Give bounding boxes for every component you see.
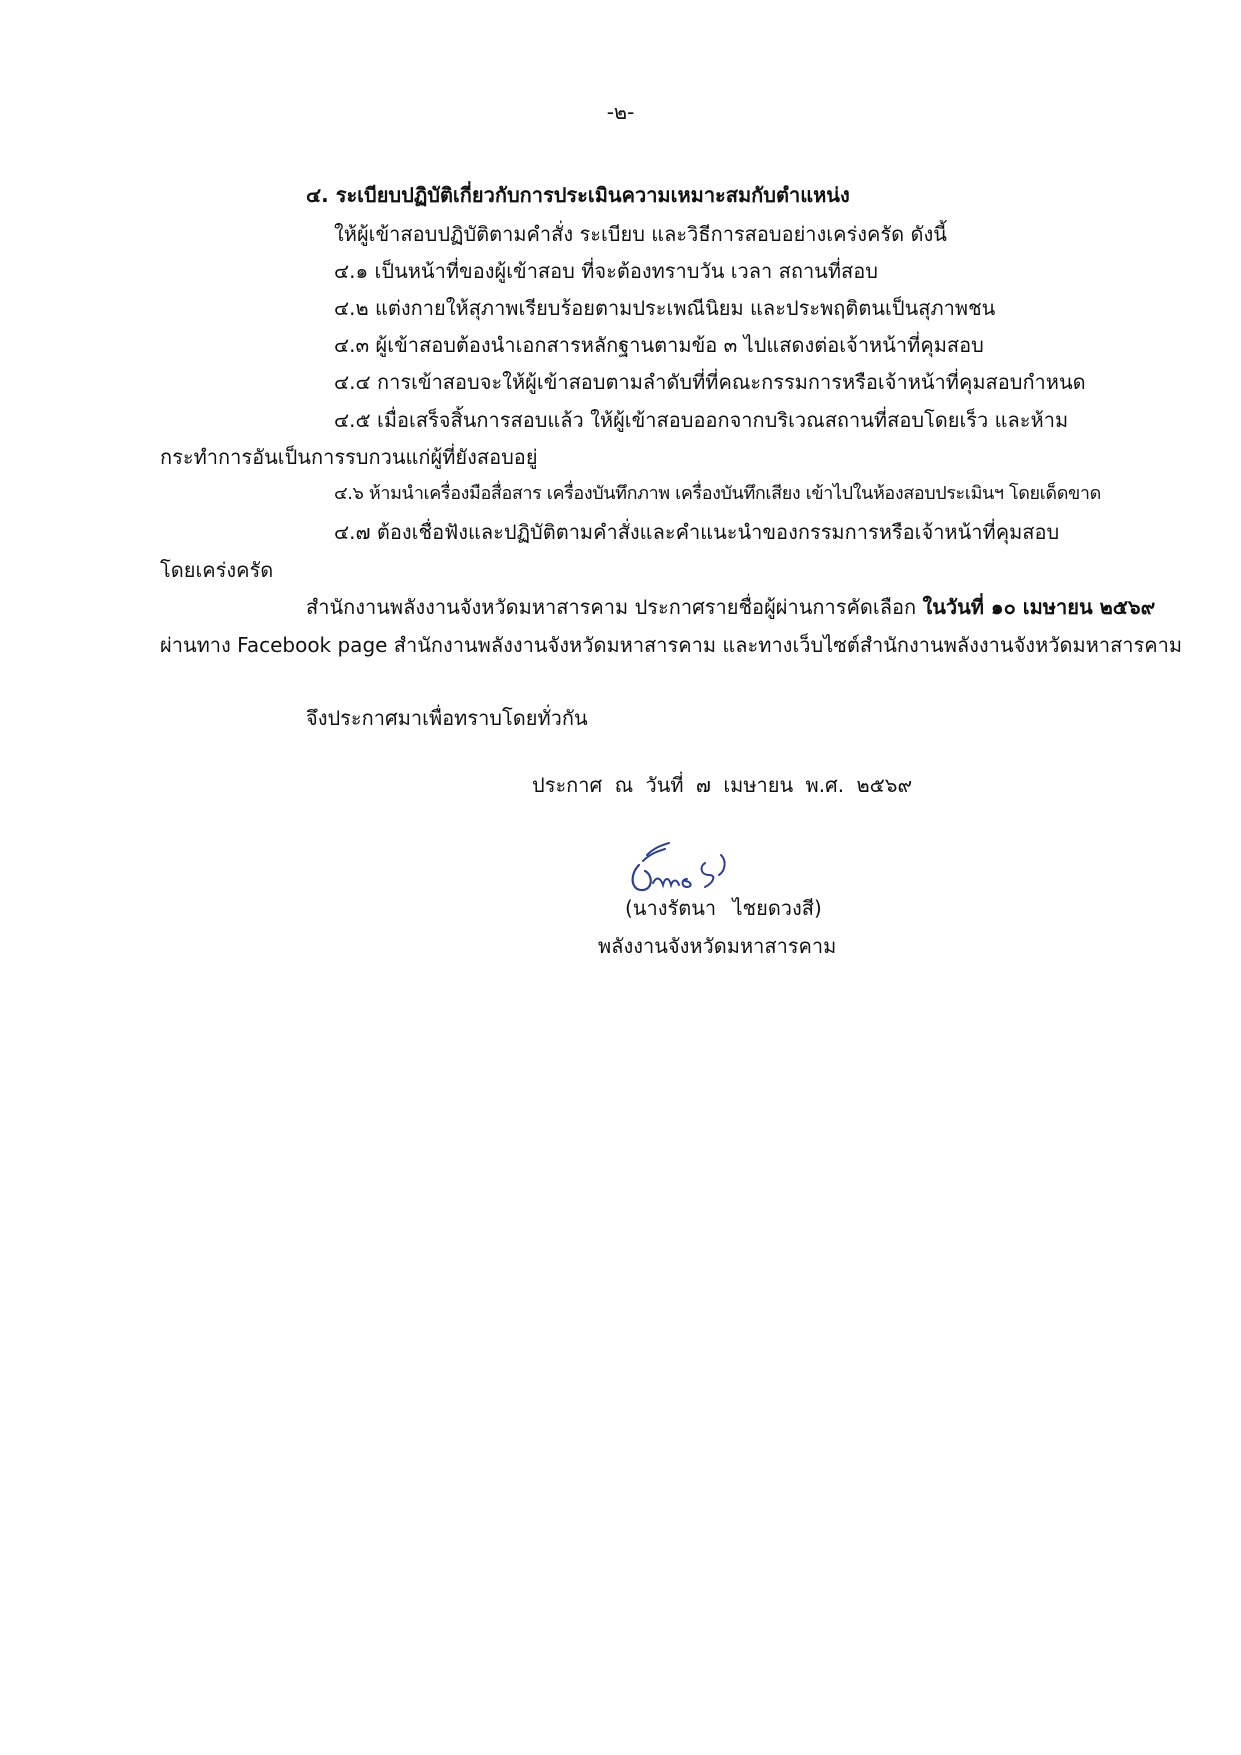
page-number: -๒- (606, 100, 635, 124)
rule-item-4-7-line2: โดยเคร่งครัด (160, 558, 274, 582)
signature-mark (625, 835, 745, 895)
signatory-title: พลังงานจังหวัดมหาสารคาม (598, 934, 837, 958)
announcement-line1 (306, 592, 1155, 622)
rule-item-4-7-line1: ๔.๗ ต้องเชื่อฟังและปฏิบัติตามคำสั่งและคำแนะนำของกรรมการหรือเจ้าหน้าที่คุมสอบ (334, 520, 1060, 544)
rule-item-4-4: ๔.๔ การเข้าสอบจะให้ผู้เข้าสอบตามลำดับที่ที่คณะกรรมการหรือเจ้าหน้าที่คุมสอบกำหนด (334, 370, 1086, 394)
rule-item-4-5-line2: กระทำการอันเป็นการรบกวนแก่ผู้ที่ยังสอบอยู่ (160, 445, 538, 469)
announcement-line2: ผ่านทาง Facebook page สำนักงานพลังงานจังหวัดมหาสารคาม และทางเว็บไซต์สำนักงานพลังงานจังหวัดมหาสารคาม (160, 633, 1183, 657)
closing-statement: จึงประกาศมาเพื่อทราบโดยทั่วกัน (306, 706, 588, 730)
section-heading: ๔. ระเบียบปฏิบัติเกี่ยวกับการประเมินความเหมาะสมกับตำแหน่ง (306, 183, 850, 207)
rule-item-4-2: ๔.๒ แต่งกายให้สุภาพเรียบร้อยตามประเพณีนิยม และประพฤติตนเป็นสุภาพชน (334, 296, 996, 320)
section-intro: ให้ผู้เข้าสอบปฏิบัติตามคำสั่ง ระเบียบ และวิธีการสอบอย่างเคร่งครัด ดังนี้ (334, 222, 947, 246)
announcement-date-line: ประกาศ ณ วันที่ ๗ เมษายน พ.ศ. ๒๕๖๙ (532, 773, 913, 797)
announcement-date: ในวันที่ ๑๐ เมษายน ๒๕๖๙ (922, 595, 1156, 619)
rule-item-4-3: ๔.๓ ผู้เข้าสอบต้องนำเอกสารหลักฐานตามข้อ ๓ ไปแสดงต่อเจ้าหน้าที่คุมสอบ (334, 333, 984, 357)
rule-item-4-6: ๔.๖ ห้ามนำเครื่องมือสื่อสาร เครื่องบันทึกภาพ เครื่องบันทึกเสียง เข้าไปในห้องสอบประเมินฯ โดยเด็ดขาด (334, 483, 1101, 504)
rule-item-4-5-line1: ๔.๕ เมื่อเสร็จสิ้นการสอบแล้ว ให้ผู้เข้าสอบออกจากบริเวณสถานที่สอบโดยเร็ว และห้าม (334, 408, 1069, 432)
rule-item-4-1: ๔.๑ เป็นหน้าที่ของผู้เข้าสอบ ที่จะต้องทราบวัน เวลา สถานที่สอบ (334, 259, 878, 283)
signatory-name: (นางรัตนา ไชยดวงสี) (625, 896, 822, 920)
announcement-text: สำนักงานพลังงานจังหวัดมหาสารคาม ประกาศรายชื่อผู้ผ่านการคัดเลือก (306, 595, 923, 619)
